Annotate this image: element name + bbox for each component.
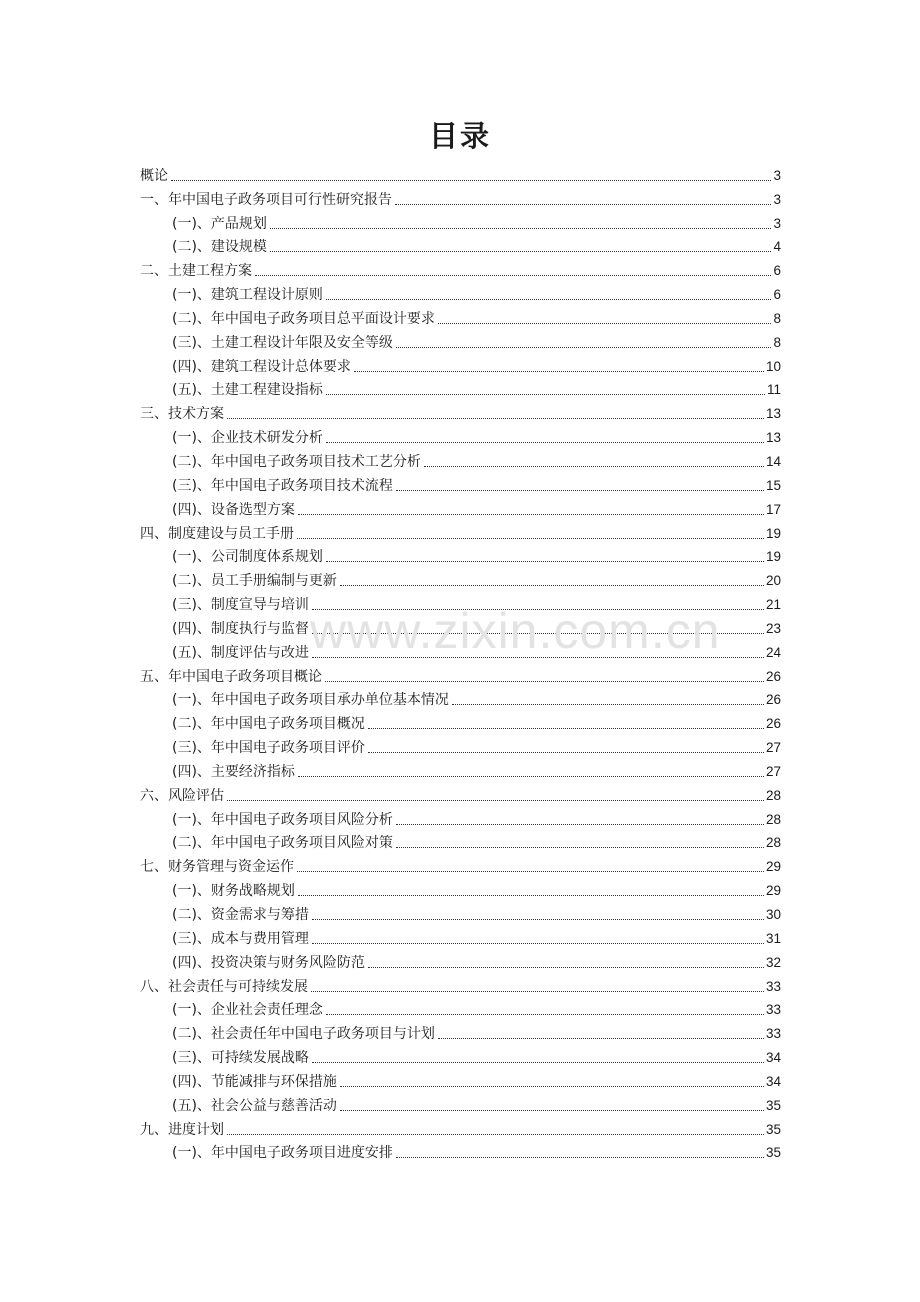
toc-dot-leader: [227, 800, 764, 801]
toc-entry-page-number: 30: [765, 907, 781, 922]
toc-dot-leader: [396, 847, 764, 848]
toc-dot-leader: [368, 752, 764, 753]
toc-dot-leader: [340, 585, 764, 586]
toc-entry-page-number: 13: [765, 406, 781, 422]
toc-entry-label: 九、进度计划: [140, 1121, 224, 1138]
toc-dot-leader: [368, 728, 764, 729]
toc-entry[interactable]: [140, 209, 781, 233]
toc-entry-page-number: 27: [765, 763, 781, 779]
toc-entry-label: (三)、可持续发展战略: [172, 1050, 309, 1067]
toc-entry[interactable]: [140, 185, 781, 209]
toc-entry-page-number: 6: [773, 263, 781, 279]
toc-entry-label: (二)、年中国电子政务项目风险对策: [172, 835, 393, 852]
toc-entry[interactable]: [140, 1019, 781, 1043]
toc-entry-page-number: 34: [765, 1073, 781, 1089]
toc-entry[interactable]: [140, 1139, 781, 1163]
toc-entry[interactable]: [140, 352, 781, 376]
toc-entry-label: (四)、设备选型方案: [172, 501, 295, 518]
toc-dot-leader: [396, 1157, 764, 1158]
toc-entry-page-number: 23: [765, 620, 781, 636]
toc-entry[interactable]: [140, 233, 781, 257]
toc-dot-leader: [312, 609, 764, 610]
toc-entry[interactable]: [140, 1091, 781, 1115]
toc-entry-page-number: 8: [773, 310, 781, 326]
toc-entry-page-number: 33: [765, 1026, 781, 1042]
toc-entry[interactable]: [140, 328, 781, 352]
toc-entry[interactable]: [140, 924, 781, 948]
toc-entry-label: 四、制度建设与员工手册: [140, 525, 294, 542]
toc-dot-leader: [297, 871, 764, 872]
toc-dot-leader: [326, 299, 772, 300]
toc-entry-page-number: 8: [773, 334, 781, 350]
toc-dot-leader: [354, 371, 764, 372]
toc-entry[interactable]: [140, 852, 781, 876]
toc-entry-label: 七、财务管理与资金运作: [140, 859, 294, 876]
toc-dot-leader: [298, 895, 764, 896]
toc-entry-label: (三)、制度宣导与培训: [172, 597, 309, 614]
toc-entry-page-number: 26: [765, 692, 781, 708]
toc-entry-page-number: 4: [773, 239, 781, 255]
toc-entry[interactable]: [140, 495, 781, 519]
toc-entry[interactable]: [140, 709, 781, 733]
toc-dot-leader: [325, 681, 764, 682]
toc-entry-page-number: 28: [765, 787, 781, 803]
toc-entry-label: 概论: [140, 167, 168, 184]
toc-dot-leader: [171, 180, 771, 181]
toc-entry-page-number: 27: [765, 740, 781, 756]
toc-entry-label: (二)、员工手册编制与更新: [172, 573, 337, 590]
toc-entry[interactable]: [140, 996, 781, 1020]
toc-entry-page-number: 19: [765, 549, 781, 565]
toc-entry-label: (四)、主要经济指标: [172, 763, 295, 780]
toc-entry-page-number: 29: [765, 859, 781, 875]
toc-entry-label: (二)、建设规模: [172, 239, 267, 256]
toc-entry-page-number: 35: [765, 1121, 781, 1137]
toc-entry-label: (三)、年中国电子政务项目技术流程: [172, 477, 393, 494]
toc-entry-label: (五)、土建工程建设指标: [172, 382, 323, 399]
toc-dot-leader: [396, 347, 772, 348]
toc-dot-leader: [340, 1110, 764, 1111]
toc-entry-label: 五、年中国电子政务项目概论: [140, 668, 322, 685]
toc-entry-label: (四)、节能减排与环保措施: [172, 1073, 337, 1090]
toc-entry-page-number: 35: [765, 1145, 781, 1161]
toc-entry-page-number: 14: [765, 453, 781, 469]
toc-entry[interactable]: [140, 781, 781, 805]
toc-entry-page-number: 28: [765, 811, 781, 827]
toc-dot-leader: [227, 418, 764, 419]
toc-entry-page-number: 26: [765, 716, 781, 732]
toc-entry-label: (一)、年中国电子政务项目进度安排: [172, 1145, 393, 1162]
toc-entry-label: 一、年中国电子政务项目可行性研究报告: [140, 191, 392, 208]
toc-entry-page-number: 17: [765, 501, 781, 517]
toc-entry-label: 二、土建工程方案: [140, 263, 252, 280]
toc-entry-label: (一)、年中国电子政务项目承办单位基本情况: [172, 692, 449, 709]
toc-dot-leader: [255, 275, 771, 276]
toc-dot-leader: [270, 251, 772, 252]
toc-entry-label: (一)、产品规划: [172, 215, 267, 232]
toc-dot-leader: [395, 204, 771, 205]
toc-entry[interactable]: [140, 447, 781, 471]
toc-entry-label: (二)、年中国电子政务项目总平面设计要求: [172, 310, 435, 327]
toc-dot-leader: [227, 1134, 764, 1135]
toc-entry-page-number: 13: [765, 430, 781, 446]
toc-entry[interactable]: [140, 829, 781, 853]
toc-entry-page-number: 6: [773, 287, 781, 303]
toc-entry-label: 三、技术方案: [140, 406, 224, 423]
toc-entry[interactable]: [140, 686, 781, 710]
toc-entry[interactable]: [140, 471, 781, 495]
watermark: www.zixin.com.cn: [310, 603, 721, 659]
toc-entry-label: (五)、社会公益与慈善活动: [172, 1097, 337, 1114]
toc-dot-leader: [396, 490, 764, 491]
toc-entry-page-number: 24: [765, 644, 781, 660]
toc-entry-label: (二)、年中国电子政务项目技术工艺分析: [172, 453, 421, 470]
toc-entry[interactable]: [140, 1043, 781, 1067]
toc-entry[interactable]: [140, 876, 781, 900]
toc-entry-label: 六、风险评估: [140, 787, 224, 804]
toc-dot-leader: [312, 633, 764, 634]
toc-entry-label: (四)、制度执行与监督: [172, 620, 309, 637]
toc-entry-label: (四)、投资决策与财务风险防范: [172, 954, 365, 971]
toc-entry[interactable]: [140, 543, 781, 567]
toc-entry-label: (一)、企业社会责任理念: [172, 1002, 323, 1019]
toc-entry-label: (一)、财务战略规划: [172, 883, 295, 900]
toc-dot-leader: [438, 1038, 764, 1039]
toc-entry-label: (一)、公司制度体系规划: [172, 549, 323, 566]
toc-dot-leader: [298, 514, 764, 515]
toc-entry[interactable]: [140, 399, 781, 423]
toc-dot-leader: [270, 228, 772, 229]
toc-entry[interactable]: [140, 614, 781, 638]
toc-dot-leader: [326, 561, 764, 562]
toc-entry[interactable]: [140, 590, 781, 614]
toc-entry-label: 八、社会责任与可持续发展: [140, 978, 308, 995]
toc-entry-label: (二)、资金需求与筹措: [172, 907, 309, 923]
toc-entry-page-number: 29: [765, 883, 781, 899]
toc-entry-page-number: 3: [773, 215, 781, 231]
toc-entry-page-number: 19: [765, 525, 781, 541]
toc-entry-page-number: 32: [765, 954, 781, 970]
toc-entry-label: (三)、土建工程设计年限及安全等级: [172, 334, 393, 351]
toc-entry-label: (三)、成本与费用管理: [172, 930, 309, 947]
toc-dot-leader: [452, 704, 764, 705]
toc-entry[interactable]: [140, 280, 781, 304]
toc-dot-leader: [438, 323, 772, 324]
toc-entry[interactable]: [140, 423, 781, 447]
toc-dot-leader: [368, 967, 764, 968]
toc-entry[interactable]: [140, 161, 781, 185]
toc-dot-leader: [424, 466, 764, 467]
toc-entry[interactable]: [140, 638, 781, 662]
toc-dot-leader: [312, 943, 764, 944]
toc-entry-page-number: 26: [765, 668, 781, 684]
toc-entry[interactable]: [140, 519, 781, 543]
toc-dot-leader: [312, 919, 764, 920]
toc-entry-label: (四)、建筑工程设计总体要求: [172, 358, 351, 375]
toc-entry-page-number: 31: [765, 930, 781, 946]
toc-entry-page-number: 3: [773, 167, 781, 183]
toc-entry[interactable]: [140, 376, 781, 400]
toc-dot-leader: [297, 538, 764, 539]
toc-entry[interactable]: [140, 256, 781, 280]
toc-entry-label: (一)、企业技术研发分析: [172, 430, 323, 447]
toc-list: [140, 161, 781, 1162]
toc-dot-leader: [326, 442, 764, 443]
toc-entry-label: (五)、制度评估与改进: [172, 644, 309, 661]
toc-entry-page-number: 28: [765, 835, 781, 851]
toc-dot-leader: [326, 394, 765, 395]
toc-entry[interactable]: [140, 304, 781, 328]
toc-entry[interactable]: [140, 972, 781, 996]
toc-entry-label: (二)、年中国电子政务项目概况: [172, 716, 365, 733]
toc-entry-page-number: 33: [765, 1002, 781, 1018]
toc-dot-leader: [311, 991, 764, 992]
toc-entry-page-number: 3: [773, 191, 781, 207]
toc-entry-page-number: 11: [766, 382, 781, 398]
toc-entry[interactable]: [140, 805, 781, 829]
toc-dot-leader: [340, 1086, 764, 1087]
toc-entry-label: (一)、建筑工程设计原则: [172, 287, 323, 304]
toc-entry[interactable]: [140, 733, 781, 757]
toc-dot-leader: [396, 824, 764, 825]
toc-entry-label: (一)、年中国电子政务项目风险分析: [172, 811, 393, 828]
toc-entry-page-number: 34: [765, 1050, 781, 1066]
toc-entry-page-number: 35: [765, 1097, 781, 1113]
toc-entry[interactable]: [140, 900, 781, 924]
toc-title: 目录: [428, 119, 491, 153]
toc-entry[interactable]: [140, 757, 781, 781]
toc-entry[interactable]: [140, 1067, 781, 1091]
toc-entry-page-number: 21: [765, 597, 781, 613]
toc-entry-page-number: 15: [765, 477, 781, 493]
toc-entry-page-number: 33: [765, 978, 781, 994]
toc-entry[interactable]: [140, 948, 781, 972]
toc-dot-leader: [298, 776, 764, 777]
toc-entry-label: (三)、年中国电子政务项目评价: [172, 740, 365, 757]
toc-dot-leader: [312, 657, 764, 658]
toc-dot-leader: [326, 1014, 764, 1015]
toc-entry[interactable]: [140, 662, 781, 686]
toc-entry-label: (二)、社会责任年中国电子政务项目与计划: [172, 1026, 435, 1043]
toc-dot-leader: [312, 1062, 764, 1063]
toc-entry-page-number: 10: [765, 358, 781, 374]
toc-entry-page-number: 20: [765, 573, 781, 589]
toc-entry[interactable]: [140, 566, 781, 590]
toc-entry[interactable]: [140, 1115, 781, 1139]
